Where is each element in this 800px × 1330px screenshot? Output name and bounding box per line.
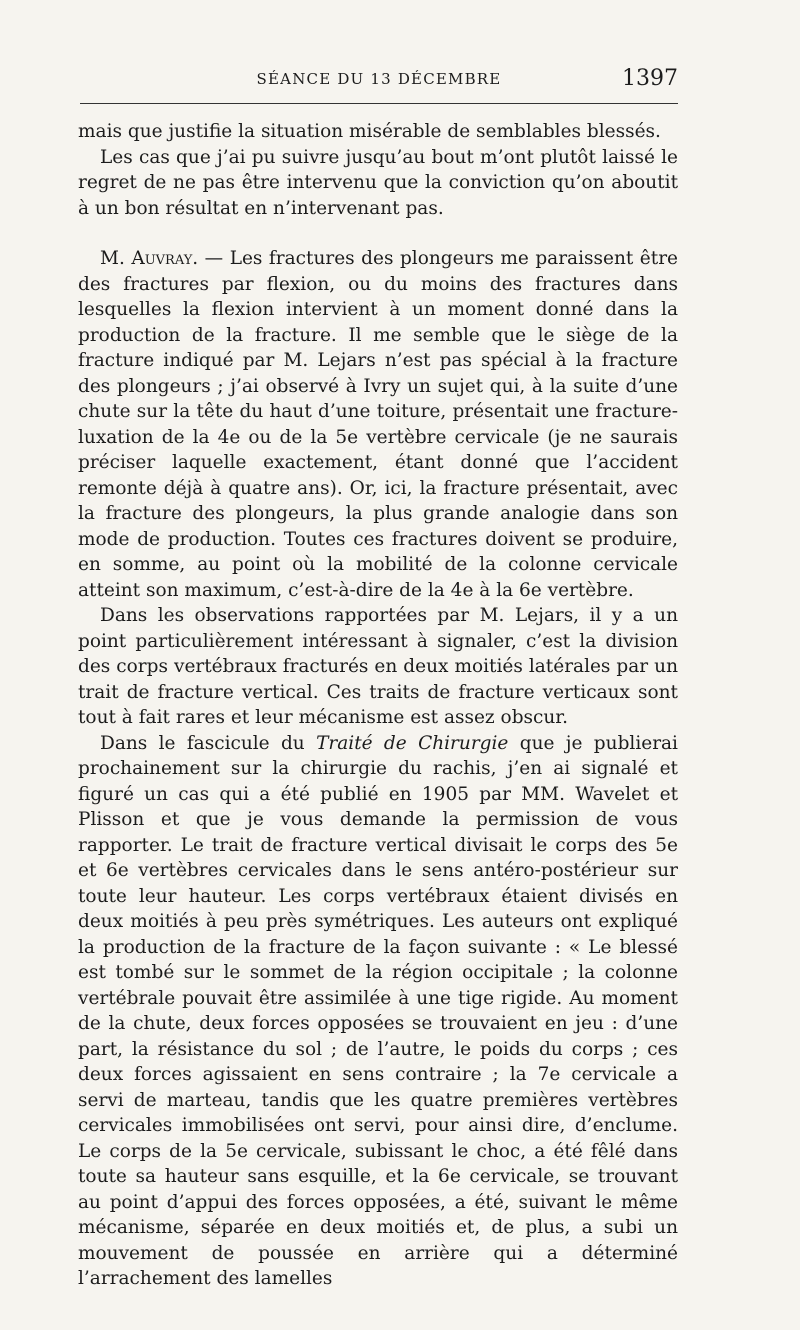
page-number: 1397: [622, 66, 678, 91]
paragraph-3-text: — Les fractures des plongeurs me paraissent être des fractures par flexion, ou du moins des fractures dans lesquelles la flexion intervient à un moment donné dans la production de la fracture. Il me semble que le siège de la fracture indiqué par M. Lejars n’est pas spécial à la fracture des plongeurs ; j’ai observé à Ivry un sujet qui, à la suite d’une chute sur la tête du haut d’une toiture, présentait une fracture-luxation de la 4e ou de la 5e vertèbre cervicale (je ne saurais préciser laquelle exactement, étant donné que l’accident remonte déjà à quatre ans). Or, ici, la fracture présentait, avec la fracture des plongeurs, la plus grande analogie dans son mode de production. Toutes ces fractures doivent se produire, en somme, au point où la mobilité de la colonne cervicale atteint son maximum, c’est-à-dire de la 4e à la 6e vertèbre.: [78, 248, 678, 601]
paragraph-2: Les cas que j’ai pu suivre jusqu’au bout m’ont plutôt laissé le regret de ne pas être intervenu que la conviction qu’on aboutit à un bon résultat en n’intervenant pas.: [78, 146, 678, 219]
speaker-name: M. Auvray.: [100, 248, 199, 269]
book-title: Traité de Chirurgie: [316, 732, 509, 754]
paragraph-3: [78, 246, 678, 603]
body-text: [78, 119, 678, 1292]
paragraph-4: Dans les observations rapportées par M. Lejars, il y a un point particulièrement intéressant à signaler, c’est la division des corps vertébraux fracturés en deux moitiés latérales par un trait de fracture vertical. Ces traits de fracture verticaux sont tout à fait rares et leur mécanisme est assez obscur.: [78, 605, 678, 728]
paragraph-5: [78, 731, 678, 1292]
running-title: SÉANCE DU 13 DÉCEMBRE: [256, 70, 502, 88]
paragraph-5-text-b: que je publierai prochainement sur la chirurgie du rachis, j’en ai signalé et figuré un cas qui a été publié en 1905 par MM. Wavelet et Plisson et que je vous demande la permission de vous rapporter. Le trait de fracture vertical divisait le corps des 5e et 6e vertèbres cervicales dans le sens antéro-postérieur sur toute leur hauteur. Les corps vertébraux étaient divisés en deux moitiés à peu près symétriques. Les auteurs ont expliqué la production de la fracture de la façon suivante : « Le blessé est tombé sur le sommet de la région occipitale ; la colonne vertébrale pouvait être assimilée à une tige rigide. Au moment de la chute, deux forces opposées se trouvaient en jeu : d’une part, la résistance du sol ; de l’autre, le poids du corps ; ces deux forces agissaient en sens contraire ; la 7e cervicale a servi de marteau, tandis que les quatre premières vertèbres cervicales immobilisées ont servi, pour ainsi dire, d’enclume. Le corps de la 5e cervicale, subissant le choc, a été fêlé dans toute sa hauteur sans esquille, et la 6e cervicale, se trouvant au point d’appui des forces opposées, a été, suivant le même mécanisme, séparée en deux moitiés et, de plus, a subi un mouvement de poussée en arrière qui a déterminé l’arrachement des lamelles: [78, 732, 678, 1289]
paragraph-1: mais que justifie la situation misérable de semblables blessés.: [78, 121, 661, 142]
paragraph-5-text-a: Dans le fascicule du: [100, 732, 317, 754]
page-header: [80, 66, 678, 96]
header-rule: [80, 103, 678, 104]
